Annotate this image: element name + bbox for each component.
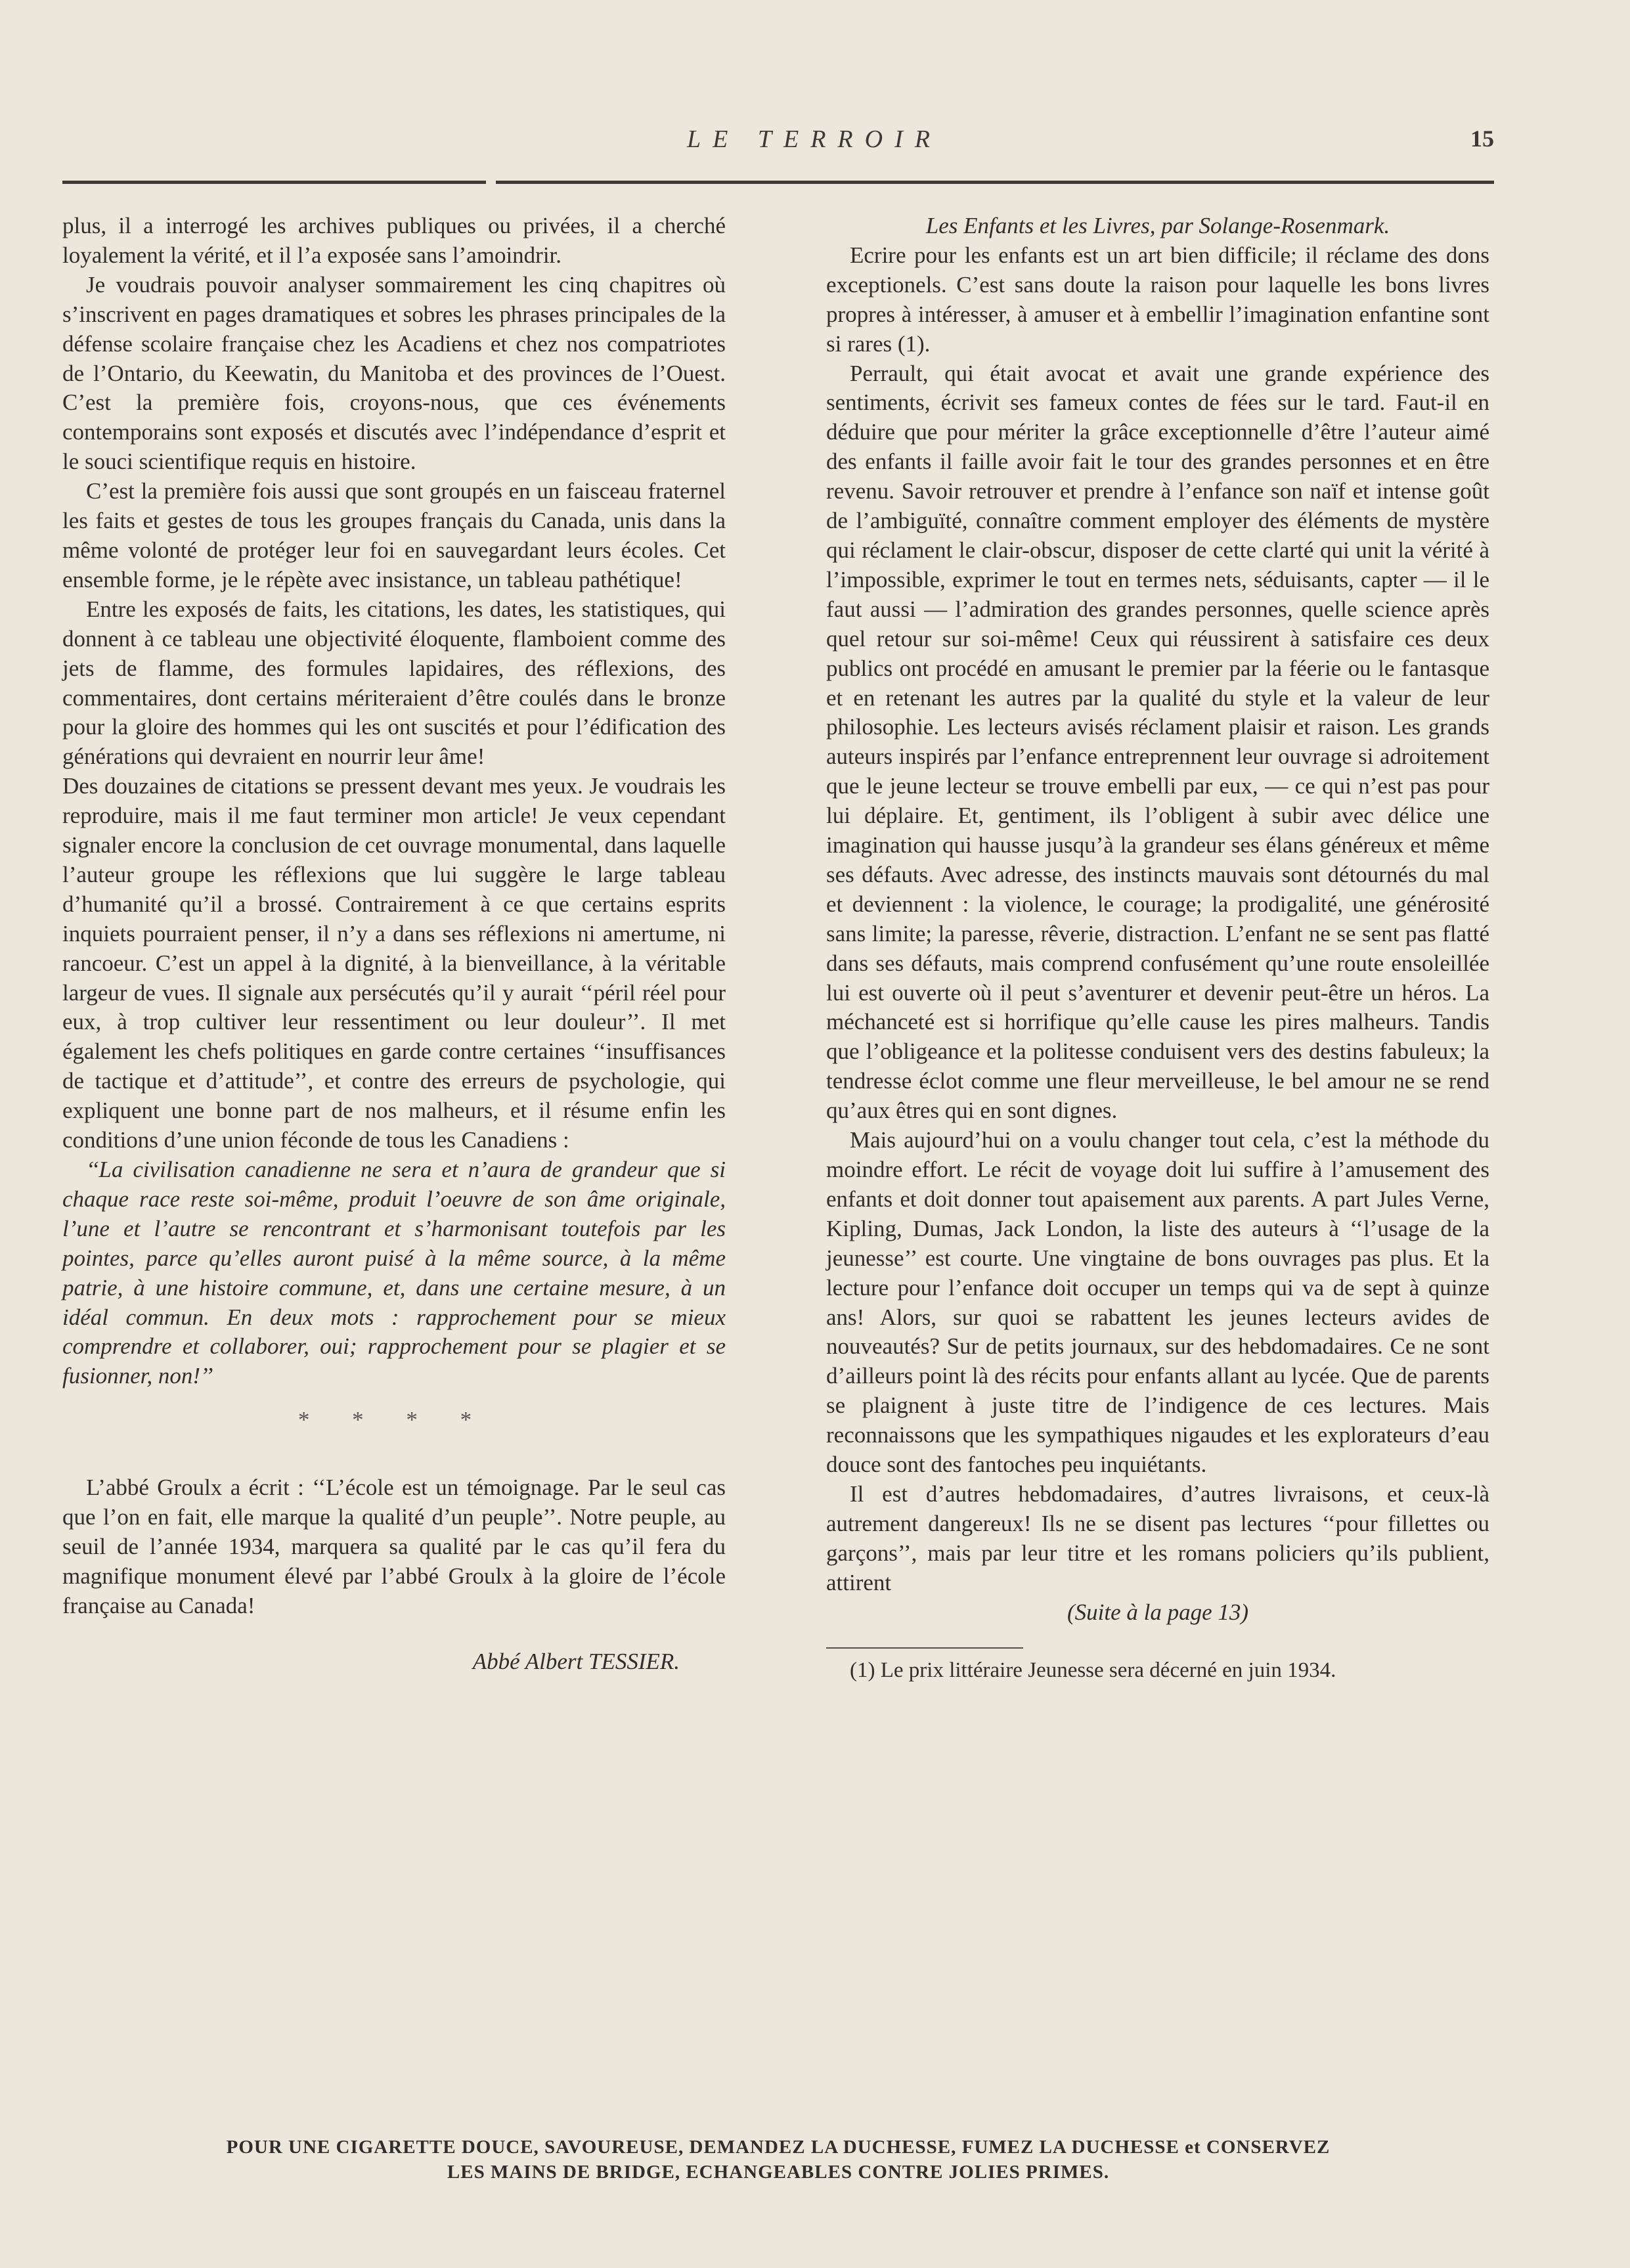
paragraph: C’est la première fois aussi que sont groupés en un faisceau fraternel les faits et gestes de tous les groupes français du Canada, unis dans la même volonté de protéger leur foi en sauvegardant leurs écoles. Cet ensemble forme, je le répète avec insistance, un tableau pathétique! (62, 478, 726, 592)
journal-title: LE TERROIR (687, 125, 942, 153)
paragraph: Des douzaines de citations se pressent devant mes yeux. Je voudrais les reproduire, mais il me faut terminer mon article! Je veux cependant signaler encore la conclusion de cet ouvrage monumental, dans laquelle l’auteur groupe les réflexions que lui suggère le large tableau d’humanité qu’il a brossé. Contrairement à ce que certains esprits inquiets pourraient penser, il n’y a dans ses réflexions ni amertume, ni rancoeur. C’est un appel à la dignité, à la bienveillance, à la véritable largeur de vues. Il signale aux persécutés qu’il y aurait ‘‘péril réel pour eux, à trop cultiver leur ressentiment ou leur douleur’’. Il met également les chefs politiques en garde contre certaines ‘‘insuffisances de tactique et d’attitude’’, et contre des erreurs de psychologie, qui expliquent une bonne part de nos malheurs, et il résume enfin les conditions d’une union féconde de tous les Canadiens : (62, 773, 726, 1153)
paragraph: Perrault, qui était avocat et avait une grande expérience des sentiments, écrivit ses fameux contes de fées sur le tard. Faut-il en déduire que pour mériter la grâce exceptionnelle d’être l’auteur aimé des enfants il faille avoir fait le tour des grandes personnes et en être revenu. Savoir retrouver et prendre à l’enfance son naïf et intense goût de l’ambiguïté, connaître comment employer des éléments de mystère qui réclament le clair-obscur, disposer de cette clarté qui unit la vérité à l’impossible, exprimer le tout en termes nets, séduisants, capter — il le faut aussi — l’admiration des grandes personnes, quelle science après quel retour sur soi-même! Ceux qui réussirent à satisfaire ces deux publics ont procédé en amusant le premier par la féerie ou le fantasque et en retenant les autres par la qualité du style et la valeur de leur philosophie. Les lecteurs avisés réclament plaisir et raison. Les grands auteurs inspirés par l’enfance entreprennent leur ouvrage si adroitement que le jeune lecteur se trouve embelli par eux, — ce qui n’est pas pour lui déplaire. Et, gentiment, ils l’obligent à subir avec délice une imagination qui hausse jusqu’à la grandeur ses élans généreux et même ses défauts. Avec adresse, des instincts mauvais sont détournés du mal et deviennent : la violence, le courage; la prodigalité, une générosité sans limite; la paresse, rêverie, distraction. L’enfant ne se sent pas flatté dans ses défauts, mais comprend confusément qu’une route ensoleillée lui est ouverte où il peut s’aventurer et devenir peut-être un héros. La méchanceté est si horrifique qu’elle cause les pires malheurs. Tandis que l’obligeance et la politesse conduisent vers des destins fabuleux; la tendresse éclot comme une fleur merveilleuse, le bel amour ne se rend qu’aux êtres qui en sont dignes. (826, 360, 1489, 1124)
paragraph: Il est d’autres hebdomadaires, d’autres livraisons, et ceux-là autrement dangereux! Ils ne se disent pas lectures ‘‘pour fillettes ou garçons’’, mais par leur titre et les romans policiers qu’ils publient, attirent (826, 1480, 1489, 1595)
advertisement-line: LES MAINS DE BRIDGE, ECHANGEABLES CONTRE JOLIES PRIMES. (447, 2162, 1110, 2183)
paragraph: L’abbé Groulx a écrit : ‘‘L’école est un témoignage. Par le seul cas que l’on en fait, elle marque la qualité d’un peuple’’. Notre peuple, au seuil de l’année 1934, marquera sa qualité par le cas qu’il fera du magnifique monument élevé par l’abbé Groulx à la gloire de l’école française au Canada! (62, 1475, 726, 1618)
paragraph: Je voudrais pouvoir analyser sommairement les cinq chapitres où s’inscrivent en pages dramatiques et sobres les phrases principales de la défense scolaire française chez les Acadiens et chez nos compatriotes de l’Ontario, du Keewatin, du Manitoba et des provinces de l’Ouest. C’est la première fois, croyons-nous, que ces événements contemporains sont exposés et discutés avec l’indépendance d’esprit et le souci scientifique requis en histoire. (62, 271, 726, 475)
review-heading: Les Enfants et les Livres, par Solange-Rosenmark. (925, 213, 1390, 238)
author-signature: Abbé Albert TESSIER. (472, 1648, 680, 1674)
page-number: 15 (1470, 125, 1494, 152)
advertisement-banner (62, 2135, 1494, 2185)
running-header (62, 125, 1494, 158)
footnote: (1) Le prix littéraire Jeunesse sera décerné en juin 1934. (850, 1658, 1336, 1682)
header-rule-right (496, 181, 1494, 184)
paragraph: Mais aujourd’hui on a voulu changer tout cela, c’est la méthode du moindre effort. Le récit de voyage doit lui suffire à l’amusement des enfants et doit donner tout apaisement aux parents. A part Jules Verne, Kipling, Dumas, Jack London, la liste des auteurs à ‘‘l’usage de la jeunesse’’ est courte. Une vingtaine de bons ouvrages pas plus. Et la lecture pour l’enfance doit occuper un temps qui va de sept à quinze ans! Alors, sur quoi se rabattent les jeunes lecteurs avides de nouveautés? Sur de petits journaux, sur des hebdomadaires. Ce ne sont d’ailleurs point là des récits pour enfants allant au lycée. Que de parents se plaignent à juste titre de l’indigence de ces lectures. Mais reconnaissons que les sympathiques nigaudes et les explorateurs d’eau douce sont des fantoches peu inquiétants. (826, 1127, 1489, 1478)
header-rule-left (62, 181, 486, 184)
section-separator: * * * * (297, 1407, 491, 1433)
right-column (826, 211, 1489, 1684)
paragraph: Entre les exposés de faits, les citations, les dates, les statistiques, qui donnent à ce tableau une objectivité éloquente, flamboient comme des jets de flamme, des formules lapidaires, des réflexions, des commentaires, dont certains mériteraient d’être coulés dans le bronze pour la gloire des hommes qui les ont suscités et pour l’édification des générations qui devraient en nourrir leur âme! (62, 596, 726, 770)
paragraph: Ecrire pour les enfants est un art bien difficile; il réclame des dons exceptionels. C’est sans doute la raison pour laquelle les bons livres propres à intéresser, à amuser et à embellir l’imagination enfantine sont si rares (1). (826, 242, 1489, 357)
footnote-rule (826, 1647, 1023, 1649)
advertisement-line: POUR UNE CIGARETTE DOUCE, SAVOUREUSE, DEMANDEZ LA DUCHESSE, FUMEZ LA DUCHESSE et CONSERVEZ (226, 2137, 1331, 2158)
block-quote: ‘‘La civilisation canadienne ne sera et n’aura de grandeur que si chaque race reste soi-même, produit l’oeuvre de son âme originale, l’une et l’autre se rencontrant et s’harmonisant toutefois par les pointes, parce qu’elles auront puisé à la même source, à la même patrie, à une histoire commune, et, dans une certaine mesure, à un idéal commun. En deux mots : rapprochement pour se mieux comprendre et collaborer, oui; rapprochement pour se plagier et se fusionner, non!’’ (62, 1157, 726, 1389)
paragraph: plus, il a interrogé les archives publiques ou privées, il a cherché loyalement la vérité, et il l’a exposée sans l’amoindrir. (62, 213, 726, 268)
continued-note: (Suite à la page 13) (1067, 1599, 1249, 1625)
left-column (62, 211, 726, 1677)
